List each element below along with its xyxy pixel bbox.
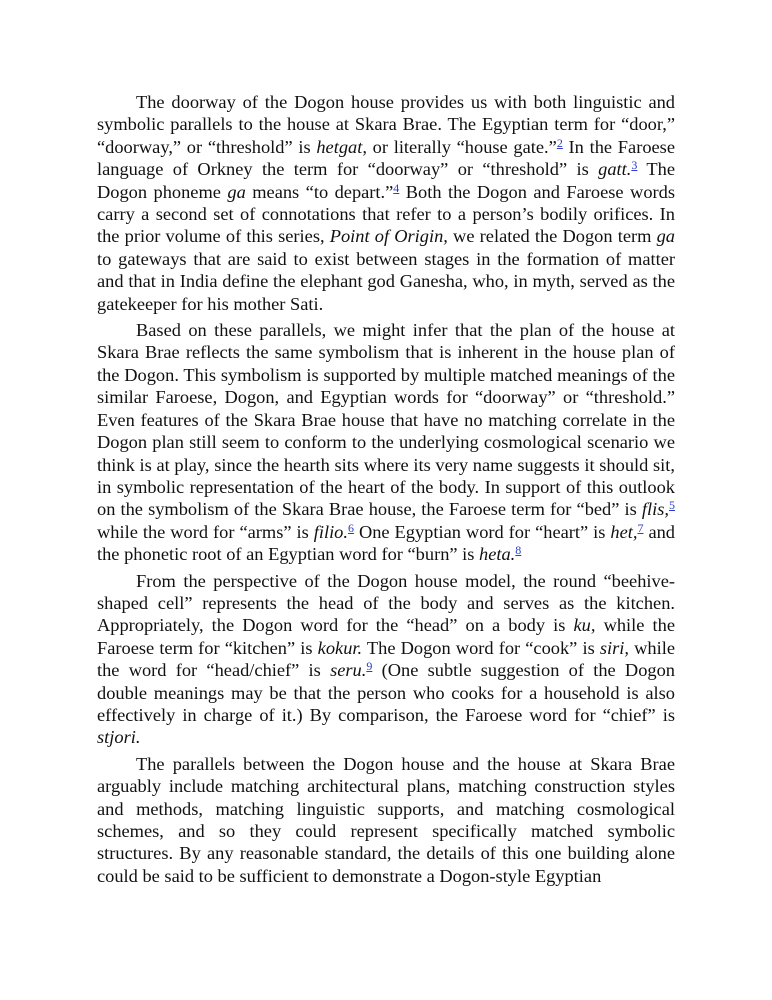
text-run: The Dogon phoneme — [97, 159, 675, 202]
italic-term: ga — [227, 181, 246, 202]
italic-term: filio. — [313, 521, 348, 542]
text-run: we related the Dogon term — [447, 226, 657, 247]
text-run: The Dogon word for “cook” is — [362, 637, 600, 658]
text-run: The parallels between the Dogon house and the house at Skara Brae arguably include matching architectural plans, matching construction styles and methods, matching linguistic supports, and matching cosmological schemes, and so they could represent specifically matched symbolic structures. By any reasonable standard, the details of this one building alone could be said to be sufficient to demonstrate a Dogon-style Egyptian — [97, 753, 675, 886]
text-run: From the perspective of the Dogon house model, the round “beehive-shaped cell” represents the head of the body and serves as the kitchen. Appropriately, the Dogon word for the “head” on a body is — [97, 570, 675, 636]
text-run: means “to depart.” — [245, 181, 394, 202]
text-run: or literally “house gate.” — [366, 136, 557, 157]
text-run: Both the Dogon and Faroese words carry a second set of connotations that refer to a person’s bodily orifices. In the prior volume of this series, — [97, 181, 675, 247]
text-run: One Egyptian word for “heart” is — [353, 521, 611, 542]
footnote-link-2[interactable]: 2 — [556, 135, 563, 150]
text-run: In the Faroese language of Orkney the term for “doorway” or “threshold” is — [97, 136, 675, 180]
text-run: to gateways that are said to exist between stages in the formation of matter and that in India define the elephant god Ganesha, who, in myth, served as the gatekeeper for his mother Sati. — [97, 248, 675, 314]
italic-term: seru. — [330, 660, 367, 681]
footnote-link-6[interactable]: 6 — [347, 520, 354, 535]
text-run: while the Faroese term for “kitchen” is — [97, 615, 675, 658]
footnote-link-8[interactable]: 8 — [515, 543, 522, 558]
paragraph-beehive-cell — [97, 570, 675, 749]
italic-term: flis, — [641, 499, 669, 520]
footnote-link-9[interactable]: 9 — [366, 659, 373, 674]
text-run: The doorway of the Dogon house provides us with both linguistic and symbolic parallels to the house at Skara Brae. The Egyptian term for “door,” “doorway,” or “threshold” is — [97, 92, 675, 157]
footnote-link-7[interactable]: 7 — [637, 520, 644, 535]
italic-term: kokur. — [317, 637, 363, 658]
italic-term: Point of Origin, — [329, 226, 448, 247]
footnote-link-3[interactable]: 3 — [631, 158, 638, 173]
text-run: and the phonetic root of an Egyptian word for “burn” is — [97, 521, 675, 565]
footnote-link-5[interactable]: 5 — [669, 498, 675, 513]
italic-term: ku, — [573, 615, 596, 636]
footnote-link-4[interactable]: 4 — [393, 180, 400, 195]
text-run: while the word for “arms” is — [97, 521, 314, 542]
italic-term: gatt. — [598, 159, 632, 180]
italic-term: heta. — [479, 544, 516, 565]
paragraph-doorway — [97, 91, 675, 315]
italic-term: hetgat, — [316, 136, 367, 157]
paragraph-parallels — [97, 319, 675, 565]
paragraph-conclusion — [97, 753, 675, 887]
italic-term: ga — [656, 226, 675, 247]
italic-term: siri, — [599, 637, 629, 658]
document-page — [97, 91, 675, 891]
italic-term: stjori. — [97, 727, 141, 748]
italic-term: het, — [610, 521, 638, 542]
text-run: while the word for “head/chief” is — [97, 637, 675, 681]
text-run: Based on these parallels, we might infer that the plan of the house at Skara Brae reflects the same symbolism that is inherent in the house plan of the Dogon. This symbolism is supported by multiple matched meanings of the similar Faroese, Dogon, and Egyptian words for “doorway” or “threshold.” Even features of the Skara Brae house that have no matching correlate in the Dogon plan still seem to conform to the underlying cosmological scenario we think is at play, since the hearth sits where its very name suggests it should sit, in symbolic representation of the heart of the body. In support of this outlook on the symbolism of the Skara Brae house, the Faroese term for “bed” is — [97, 320, 675, 520]
text-run: (One subtle suggestion of the Dogon double meanings may be that the person who cooks for a household is also effectively in charge of it.) By comparison, the Faroese word for “chief” is — [97, 660, 675, 725]
